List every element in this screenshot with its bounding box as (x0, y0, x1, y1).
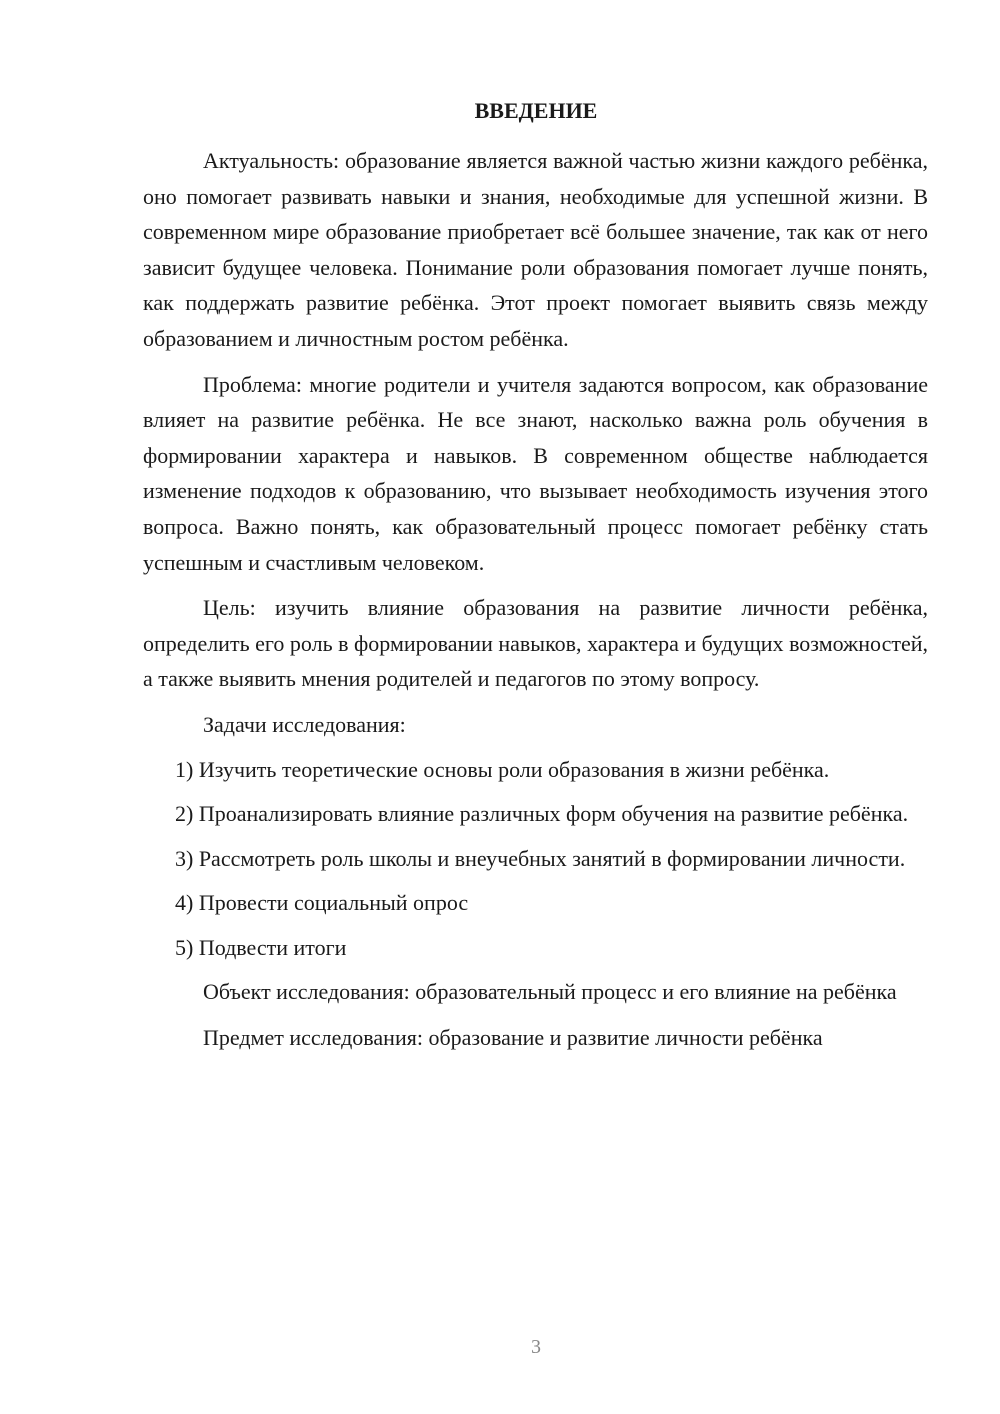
page-number: 3 (531, 1336, 541, 1358)
task-item-4: 4) Провести социальный опрос (175, 890, 469, 916)
task-item-5: 5) Подвести итоги (175, 934, 347, 960)
task-item-2: 2) Проанализировать влияние различных форм обучения на развитие ребёнка. (175, 801, 909, 827)
page-title: ВВЕДЕНИЕ (474, 98, 598, 123)
paragraph-relevance: Актуальность: образование является важной частью жизни каждого ребёнка, оно помогает развивать навыки и знания, необходимые для успешной жизни. В современном мире образование приобретает всё большее значение, так как от него зависит будущее человека. Понимание роли образования помогает лучше понять, как поддержать развитие ребёнка. Этот проект помогает выявить связь между образованием и личностным ростом ребёнка. (143, 148, 928, 351)
paragraph-problem: Проблема: многие родители и учителя задаются вопросом, как образование влияет на развитие ребёнка. Не все знают, насколько важна роль обучения в формировании характера и навыков. В современном обществе наблюдается изменение подходов к образованию, что вызывает необходимость изучения этого вопроса. Важно понять, как образовательный процесс помогает ребёнку стать успешным и счастливым человеком. (143, 371, 928, 575)
task-item-1: 1) Изучить теоретические основы роли образования в жизни ребёнка. (175, 756, 830, 782)
task-item-3: 3) Рассмотреть роль школы и внеучебных занятий в формировании личности. (175, 845, 906, 871)
body-text (143, 143, 928, 1066)
paragraph-goal: Цель: изучить влияние образования на развитие личности ребёнка, определить его роль в формировании навыков, характера и будущих возможностей, а также выявить мнения родителей и педагогов по этому вопросу. (143, 595, 928, 692)
paragraph-subject: Предмет исследования: образование и развитие личности ребёнка (203, 1025, 823, 1051)
paragraph-object: Объект исследования: образовательный процесс и его влияние на ребёнка (203, 979, 897, 1005)
tasks-label: Задачи исследования: (203, 711, 406, 737)
